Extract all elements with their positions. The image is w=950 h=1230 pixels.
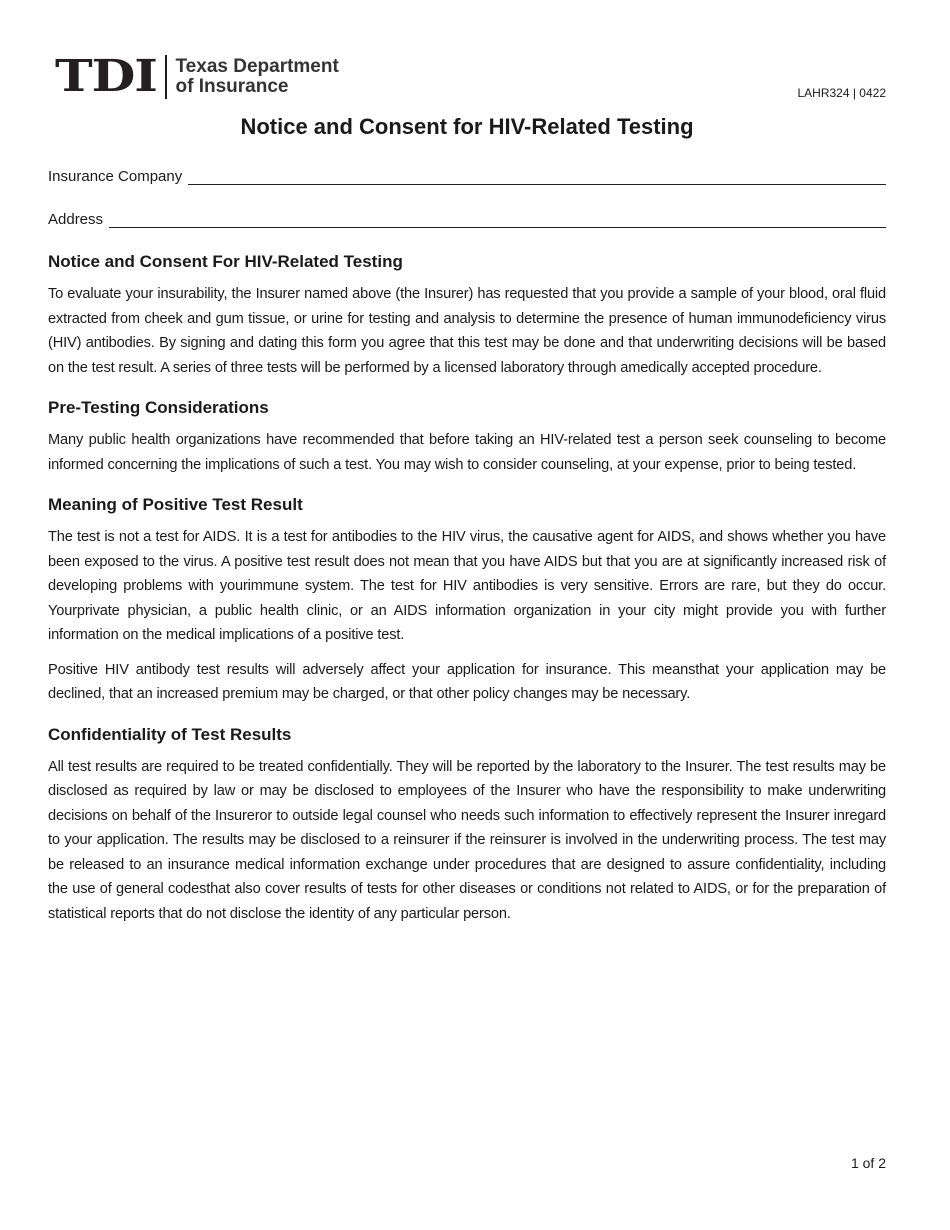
- paragraph: All test results are required to be treated confidentially. They will be reported by the laboratory to the Insurer. The test results may be disclosed as required by law or may be disclosed to employees of the Insurer who have the responsibility to make underwriting decisions on behalf of the Insureror to outside legal counsel who needs such information to effectively represent the Insurer inregard to your application. The results may be disclosed to a reinsurer if the reinsurer is involved in the underwriting process. The test may be released to an insurance medical information exchange under procedures that are designed to assure confidentiality, including the use of general codesthat also cover results of tests for other diseases or conditions not related to AIDS, or for the preparation of statistical reports that do not disclose the identity of any particular person.: [48, 758, 886, 922]
- section-confidentiality: [48, 725, 886, 927]
- section-heading: Pre-Testing Considerations: [48, 398, 269, 417]
- address-input[interactable]: [109, 213, 886, 228]
- logo-divider: [165, 55, 167, 99]
- insurance-company-input[interactable]: [188, 170, 886, 185]
- paragraph: The test is not a test for AIDS. It is a test for antibodies to the HIV virus, the causative agent for AIDS, and shows whether you have been exposed to the virus. A positive test result does not mean that you have AIDS but that you are at significantly increased risk of developing problems with yourimmune system. The test for HIV antibodies is very sensitive. Errors are rare, but they do occur. Yourprivate physician, a public health clinic, or an AIDS information organization in your city might provide you with further information on the medical implications of a positive test.: [48, 529, 886, 643]
- form-code: LAHR324 | 0422: [797, 86, 886, 100]
- logo-name-line1: Texas Department: [175, 56, 339, 77]
- section-heading: Meaning of Positive Test Result: [48, 495, 303, 514]
- section-heading: Confidentiality of Test Results: [48, 724, 292, 744]
- section-pre-testing: [48, 398, 886, 477]
- address-field[interactable]: [48, 211, 886, 228]
- field-label: Address: [48, 211, 104, 228]
- page-number: 1 of 2: [850, 1155, 886, 1171]
- section-notice: [48, 252, 886, 380]
- field-label: Insurance Company: [48, 168, 183, 185]
- section-heading: Notice and Consent For HIV-Related Testing: [48, 252, 403, 271]
- insurance-company-field[interactable]: [48, 168, 886, 185]
- section-positive-result: [48, 495, 886, 707]
- logo-name-line2: of Insurance: [175, 76, 289, 97]
- paragraph: To evaluate your insurability, the Insurer named above (the Insurer) has requested that you provide a sample of your blood, oral fluid extracted from cheek and gum tissue, or urine for testing and analysis to determine the presence of human immunodeficiency virus (HIV) antibodies. By signing and dating this form you agree that this test may be done and that underwriting decisions will be based on the test result. A series of three tests will be performed by a licensed laboratory through amedically accepted procedure.: [48, 286, 886, 376]
- page-title: Notice and Consent for HIV-Related Testing: [240, 114, 694, 139]
- paragraph: Positive HIV antibody test results will adversely affect your application for insurance. This meansthat your application may be declined, that an increased premium may be charged, or that other policy changes may be necessary.: [48, 661, 886, 702]
- logo-name: [175, 57, 338, 97]
- document-body: [48, 252, 886, 944]
- paragraph: Many public health organizations have recommended that before taking an HIV-related test a person seek counseling to become informed concerning the implications of such a test. You may wish to consider counseling, at your expense, prior to being tested.: [48, 432, 886, 473]
- logo-mark: TDI: [55, 51, 157, 102]
- tdi-logo: [55, 51, 339, 102]
